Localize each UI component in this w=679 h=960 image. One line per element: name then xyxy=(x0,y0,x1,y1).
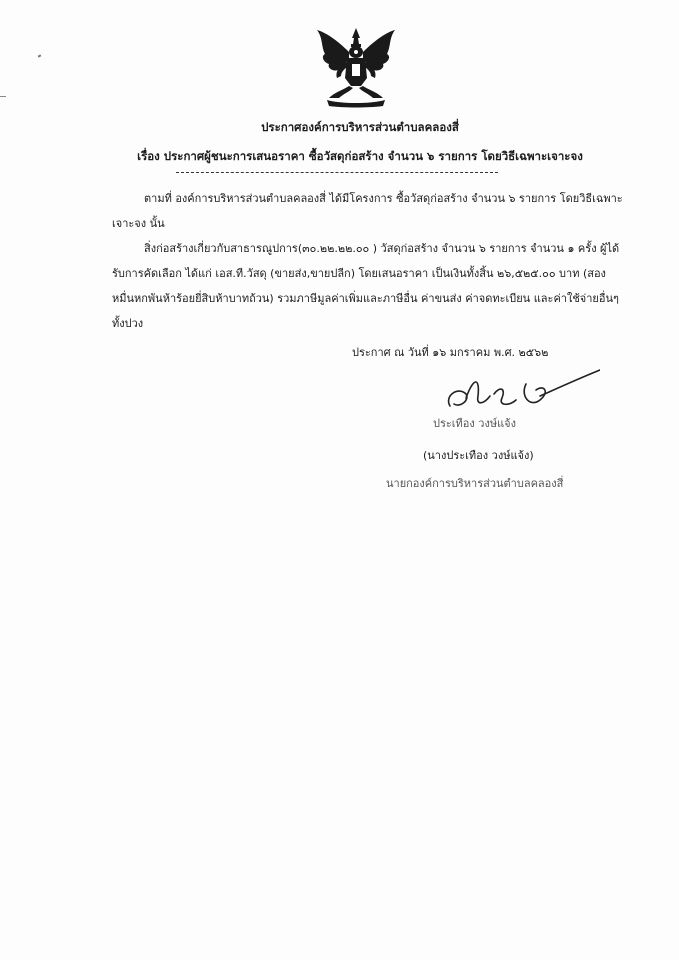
announce-date: ประกาศ ณ วันที่ ๑๖ มกราคม พ.ศ. ๒๕๖๒ xyxy=(352,346,549,359)
garuda-emblem-icon xyxy=(313,26,399,108)
signatory-position: นายกองค์การบริหารส่วนตำบลคลองสี่ xyxy=(386,477,564,490)
subject-line: เรื่อง ประกาศผู้ชนะการเสนอราคา ซื้อวัสดุก่อสร้าง จำนวน ๖ รายการ โดยวิธีเฉพาะเจาะจง xyxy=(137,149,583,163)
paragraph-intro-text: ตามที่ องค์การบริหารส่วนตำบลคลองสี่ ได้มีโครงการ ซื้อวัสดุก่อสร้าง จำนวน ๖ รายการ โดยวิธีเฉพาะเจาะจง นั้น xyxy=(112,192,623,230)
printed-name: (นางประเทือง วงษ์แจ้ง) xyxy=(423,449,534,462)
paragraph-winner xyxy=(112,236,624,336)
scan-edge-mark xyxy=(0,96,6,97)
separator-line xyxy=(176,172,498,173)
signature-icon xyxy=(440,366,600,418)
paragraph-intro xyxy=(112,186,624,236)
signature-name-handwritten: ประเทือง วงษ์แจ้ง xyxy=(433,417,516,430)
org-title: ประกาศองค์การบริหารส่วนตำบลคลองสี่ xyxy=(261,120,459,134)
paragraph-winner-text: สิ่งก่อสร้างเกี่ยวกับสาธารณูปการ(๓๐.๒๒.๒๒.๐๐ ) วัสดุก่อสร้าง จำนวน ๖ รายการ จำนวน ๑ ครั้ง ผู้ได้รับการคัดเลือก ได้แก่ เอส.ที.วัสดุ (ขายส่ง,ขายปลีก) โดยเสนอราคา เป็นเงินทั้งสิ้น ๒๖,๕๒๕.๐๐ บาท (สองหมื่นหกพันห้าร้อยยี่สิบห้าบาทถ้วน) รวมภาษีมูลค่าเพิ่มและภาษีอื่น ค่าขนส่ง ค่าจดทะเบียน และค่าใช้จ่ายอื่นๆ ทั้งปวง xyxy=(112,242,620,330)
scan-speck xyxy=(38,54,42,57)
